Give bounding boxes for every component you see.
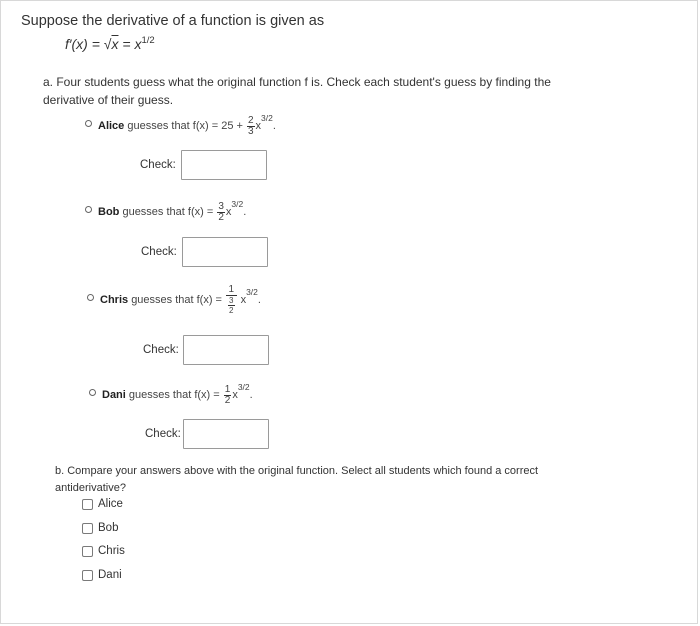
guess-prefix: guesses that f(x) = (128, 389, 223, 401)
guess-exponent: 3/2 (231, 199, 244, 209)
complex-fraction: $\frac{1}{\frac{3}{2}}$ (226, 285, 236, 315)
guess-var: x (240, 293, 247, 306)
guess-prefix: guesses that f(x) = (122, 206, 217, 218)
option-label: Alice (98, 498, 123, 510)
option-label: Bob (98, 522, 119, 534)
radicand: x (111, 36, 119, 52)
inner-fraction: $\frac{3}{2}$ (229, 296, 234, 315)
checkbox-icon[interactable] (82, 499, 93, 510)
root-sign: √ (103, 36, 112, 52)
student-name: Bob (98, 206, 120, 218)
given-derivative (65, 35, 155, 52)
student-name: Dani (102, 389, 126, 401)
fraction: $\frac{3}{2}$ (218, 200, 224, 223)
check-input-alice[interactable] (181, 150, 267, 180)
student-guess-alice: Alice guesses that f(x) = 25 + $\frac{2}{3}$ $x^{3/2}$. (85, 113, 276, 137)
given-eq: = x (118, 36, 142, 52)
guess-var: x (232, 389, 238, 401)
bullet-icon (85, 120, 92, 127)
student-guess-dani: Dani guesses that f(x) = $\frac{1}{2}$ $x^{3/2}$. (89, 382, 253, 406)
student-guess-chris: Chris guesses that f(x) = $\frac{1}{\frac{3}{2}}$ $x^{3/2}$. (87, 285, 261, 315)
student-name: Alice (98, 120, 125, 132)
guess-prefix: guesses that f(x) = 25 + (127, 120, 246, 132)
check-input-dani[interactable] (183, 419, 269, 449)
checkbox-icon[interactable] (82, 523, 93, 534)
checkbox-icon[interactable] (82, 546, 93, 557)
guess-exponent: 3/2 (261, 113, 273, 123)
guess-var: x (225, 206, 232, 218)
option-bob[interactable] (82, 522, 118, 534)
bullet-icon (89, 389, 96, 396)
option-label: Chris (98, 545, 125, 557)
option-dani[interactable] (82, 569, 122, 581)
fraction: $\frac{1}{2}$ (224, 383, 231, 406)
guess-exponent: 3/2 (237, 382, 250, 392)
bullet-icon (87, 294, 94, 301)
check-label-alice: Check: (140, 159, 176, 171)
option-label: Dani (98, 569, 122, 581)
student-name: Chris (100, 293, 129, 306)
part-a-text: a. Four students guess what the original function f is. Check each student's guess by finding the derivative of their guess. (43, 75, 551, 107)
guess-exponent: 3/2 (246, 286, 258, 297)
option-alice[interactable] (82, 498, 123, 510)
intro-text: Suppose the derivative of a function is given as (21, 13, 325, 29)
check-label-bob: Check: (141, 246, 177, 258)
checkbox-icon[interactable] (82, 570, 93, 581)
check-input-bob[interactable] (182, 237, 268, 267)
given-lhs: f′(x) = (65, 36, 104, 52)
check-label-chris: Check: (143, 344, 179, 356)
student-guess-bob: Bob guesses that f(x) = $\frac{3}{2}$ $x^{3/2}$. (85, 199, 246, 223)
fraction: $\frac{2}{3}$ (247, 114, 254, 137)
check-input-chris[interactable] (183, 335, 269, 365)
guess-var: x (255, 120, 262, 132)
option-chris[interactable] (82, 545, 125, 557)
given-exponent: 1/2 (141, 35, 155, 46)
check-label-dani: Check: (145, 428, 181, 440)
guess-prefix: guesses that f(x) = (131, 293, 226, 306)
part-b-text: b. Compare your answers above with the original function. Select all students which found a correct antiderivative? (55, 465, 539, 494)
bullet-icon (85, 206, 92, 213)
